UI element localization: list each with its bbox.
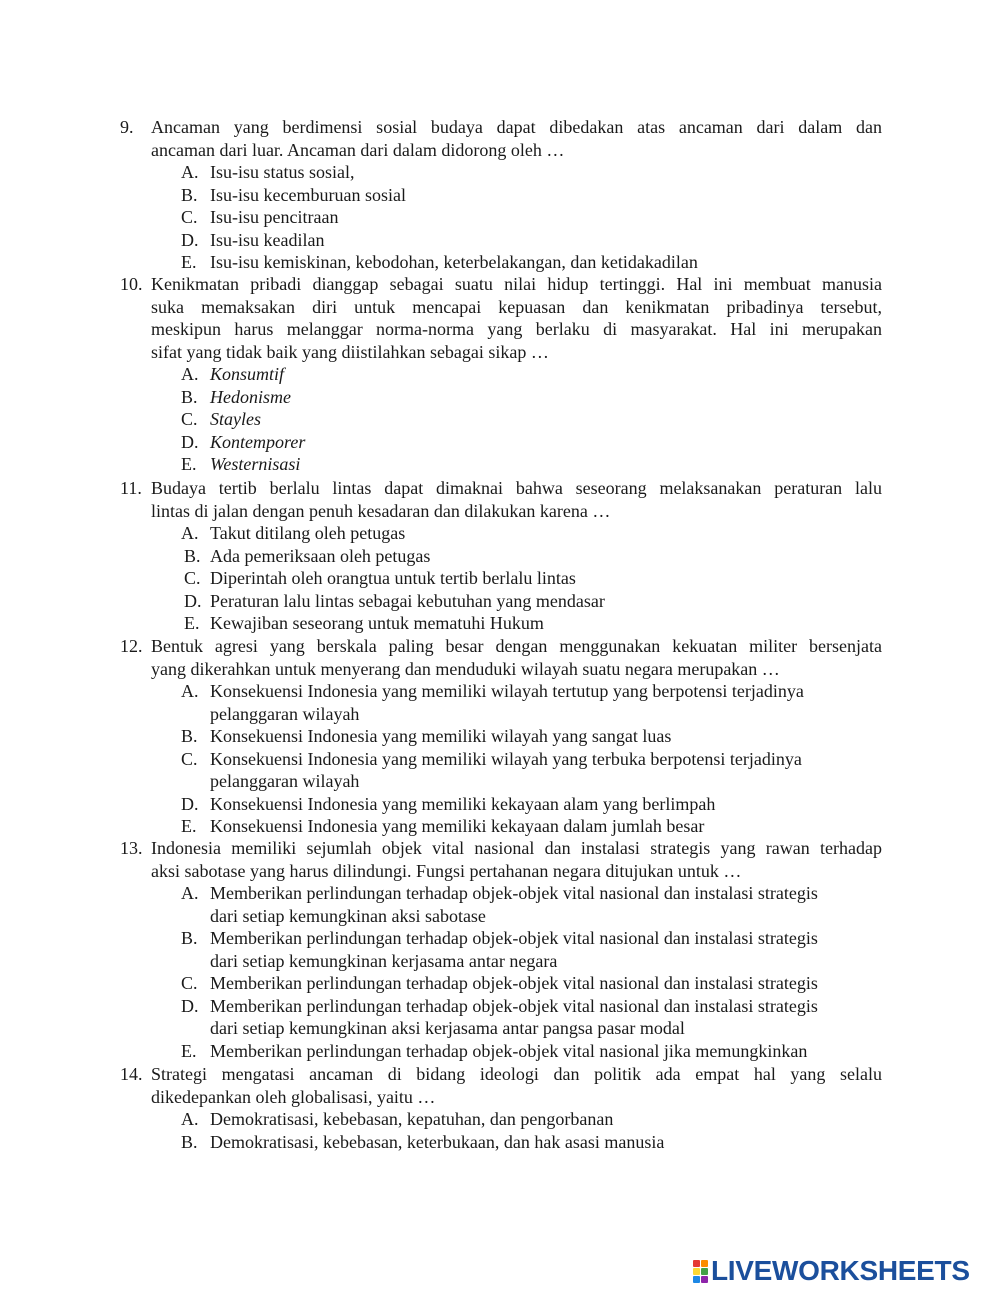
logo-block	[693, 1260, 700, 1267]
question-14	[120, 1063, 882, 1153]
option-text: Memberikan perlindungan terhadap objek-objek vital nasional dan instalasi strategis	[210, 883, 818, 903]
option-a[interactable]	[120, 680, 882, 725]
question-text-line: yang dikerahkan untuk menyerang dan menduduki wilayah suatu negara merupakan …	[151, 658, 780, 679]
option-text: pelanggaran wilayah	[210, 703, 360, 724]
option-text: Konsekuensi Indonesia yang memiliki kekayaan alam yang berlimpah	[210, 793, 716, 814]
option-d[interactable]	[120, 431, 882, 454]
option-text: Memberikan perlindungan terhadap objek-objek vital nasional jika memungkinkan	[210, 1040, 808, 1061]
question-text-line: Budaya tertib berlalu lintas dapat dimaknai bahwa seseorang melaksanakan peraturan lalu	[151, 478, 882, 498]
option-letter: A.	[181, 681, 199, 701]
option-e[interactable]	[120, 815, 882, 838]
option-text: Kewajiban seseorang untuk mematuhi Hukum	[210, 613, 544, 633]
option-a[interactable]	[120, 522, 882, 545]
option-c[interactable]	[120, 748, 882, 793]
option-letter: D.	[181, 995, 199, 1016]
option-c[interactable]	[120, 567, 882, 590]
option-letter: B.	[181, 928, 198, 948]
question-number: 13.	[120, 838, 143, 858]
option-letter: C.	[184, 568, 201, 588]
option-a[interactable]	[120, 363, 882, 386]
option-e[interactable]	[120, 453, 882, 476]
option-text: Konsumtif	[210, 364, 285, 384]
option-letter: B.	[181, 184, 198, 205]
option-b[interactable]	[120, 927, 882, 972]
option-letter: C.	[181, 973, 198, 993]
option-letter: D.	[181, 229, 199, 250]
option-letter: E.	[181, 1040, 197, 1061]
option-c[interactable]	[120, 972, 882, 995]
option-text: dari setiap kemungkinan kerjasama antar negara	[210, 950, 558, 971]
option-c[interactable]	[120, 408, 882, 431]
option-text: Memberikan perlindungan terhadap objek-objek vital nasional dan instalasi strategis	[210, 973, 818, 993]
option-text: Isu-isu kemiskinan, kebodohan, keterbelakangan, dan ketidakadilan	[210, 252, 698, 272]
question-number: 14.	[120, 1064, 143, 1084]
option-text: dari setiap kemungkinan aksi sabotase	[210, 905, 486, 926]
option-text: Isu-isu pencitraan	[210, 207, 339, 227]
option-e[interactable]	[120, 251, 882, 274]
option-e[interactable]	[120, 1040, 882, 1063]
question-text-line: dikedepankan oleh globalisasi, yaitu …	[151, 1086, 436, 1107]
question-text-line: lintas di jalan dengan penuh kesadaran dan dilakukan karena …	[151, 500, 611, 521]
option-text: Westernisasi	[210, 454, 301, 474]
logo-block	[701, 1268, 708, 1275]
logo-text: LIVEWORKSHEETS	[711, 1255, 970, 1286]
question-number: 10.	[120, 274, 143, 294]
option-a[interactable]	[120, 1108, 882, 1131]
option-letter: C.	[181, 748, 198, 769]
option-d[interactable]	[120, 995, 882, 1040]
option-b[interactable]	[120, 725, 882, 748]
option-text: Memberikan perlindungan terhadap objek-objek vital nasional dan instalasi strategis	[210, 995, 818, 1016]
option-letter: A.	[181, 364, 199, 384]
option-letter: C.	[181, 207, 198, 227]
option-letter: C.	[181, 409, 198, 429]
question-text-line: Strategi mengatasi ancaman di bidang ideologi dan politik ada empat hal yang selalu	[151, 1064, 882, 1084]
question-text-line: aksi sabotase yang harus dilindungi. Fungsi pertahanan negara ditujukan untuk …	[151, 860, 742, 881]
option-a[interactable]	[120, 882, 882, 927]
option-text: dari setiap kemungkinan aksi kerjasama antar pangsa pasar modal	[210, 1018, 685, 1038]
option-text: Demokratisasi, kebebasan, keterbukaan, dan hak asasi manusia	[210, 1131, 665, 1152]
logo-block	[701, 1276, 708, 1283]
option-text: Isu-isu kecemburuan sosial	[210, 184, 406, 205]
question-11	[120, 477, 882, 635]
option-letter: E.	[181, 454, 197, 474]
option-letter: B.	[184, 545, 201, 566]
option-text: Stayles	[210, 409, 261, 429]
question-12	[120, 635, 882, 838]
option-letter: D.	[181, 793, 199, 814]
option-letter: A.	[181, 523, 199, 543]
question-text-line: Kenikmatan pribadi dianggap sebagai suatu nilai hidup tertinggi. Hal ini membuat manusia	[151, 274, 882, 294]
option-text: Isu-isu keadilan	[210, 229, 325, 250]
logo-block	[693, 1276, 700, 1283]
option-text: Demokratisasi, kebebasan, kepatuhan, dan pengorbanan	[210, 1109, 614, 1129]
option-text: Isu-isu status sosial,	[210, 162, 355, 182]
question-9	[120, 116, 882, 274]
question-text-line: Bentuk agresi yang berskala paling besar dengan menggunakan kekuatan militer bersenjata	[151, 636, 882, 656]
option-e[interactable]	[120, 612, 882, 635]
option-d[interactable]	[120, 229, 882, 252]
option-letter: B.	[181, 726, 198, 746]
logo-block	[701, 1260, 708, 1267]
question-text-line: Ancaman yang berdimensi sosial budaya dapat dibedakan atas ancaman dari dalam dan	[151, 117, 882, 137]
option-text: Konsekuensi Indonesia yang memiliki wilayah yang terbuka berpotensi terjadinya	[210, 748, 802, 769]
question-number: 9.	[120, 117, 134, 137]
logo-blocks-icon	[693, 1260, 708, 1283]
option-letter: E.	[181, 252, 197, 272]
liveworksheets-logo[interactable]	[693, 1256, 970, 1286]
option-letter: B.	[181, 1131, 198, 1152]
option-text: Takut ditilang oleh petugas	[210, 523, 406, 543]
option-text: Konsekuensi Indonesia yang memiliki kekayaan dalam jumlah besar	[210, 816, 705, 836]
question-text-line: sifat yang tidak baik yang diistilahkan sebagai sikap …	[151, 341, 549, 362]
question-13	[120, 837, 882, 1062]
question-number: 12.	[120, 636, 143, 656]
option-text: Hedonisme	[210, 386, 291, 407]
option-letter: E.	[184, 613, 200, 633]
option-letter: A.	[181, 162, 199, 182]
question-text-line: meskipun harus melanggar norma-norma yang berlaku di masyarakat. Hal ini merupakan	[151, 319, 882, 339]
option-c[interactable]	[120, 206, 882, 229]
question-text-line: ancaman dari luar. Ancaman dari dalam didorong oleh …	[151, 139, 565, 160]
option-text: Konsekuensi Indonesia yang memiliki wilayah tertutup yang berpotensi terjadinya	[210, 681, 804, 701]
question-10	[120, 273, 882, 476]
option-b[interactable]	[120, 386, 882, 409]
option-text: Diperintah oleh orangtua untuk tertib berlalu lintas	[210, 568, 576, 588]
option-letter: D.	[184, 590, 202, 611]
option-letter: B.	[181, 386, 198, 407]
option-letter: E.	[181, 816, 197, 836]
option-text: Memberikan perlindungan terhadap objek-objek vital nasional dan instalasi strategis	[210, 928, 818, 948]
option-d[interactable]	[120, 793, 882, 816]
question-text-line: suka memaksakan diri untuk mencapai kepuasan dan kenikmatan pribadinya tersebut,	[151, 296, 882, 317]
option-b[interactable]	[120, 1131, 882, 1154]
question-number: 11.	[120, 478, 142, 498]
option-text: pelanggaran wilayah	[210, 771, 360, 791]
option-letter: A.	[181, 883, 199, 903]
logo-block	[693, 1268, 700, 1275]
option-d[interactable]	[120, 590, 882, 613]
option-a[interactable]	[120, 161, 882, 184]
option-b[interactable]	[120, 545, 882, 568]
option-text: Kontemporer	[210, 431, 306, 452]
option-b[interactable]	[120, 184, 882, 207]
option-letter: D.	[181, 431, 199, 452]
option-letter: A.	[181, 1109, 199, 1129]
option-text: Konsekuensi Indonesia yang memiliki wilayah yang sangat luas	[210, 726, 672, 746]
option-text: Ada pemeriksaan oleh petugas	[210, 545, 431, 566]
option-text: Peraturan lalu lintas sebagai kebutuhan yang mendasar	[210, 590, 605, 611]
question-text-line: Indonesia memiliki sejumlah objek vital nasional dan instalasi strategis yang rawan terhadap	[151, 838, 882, 858]
